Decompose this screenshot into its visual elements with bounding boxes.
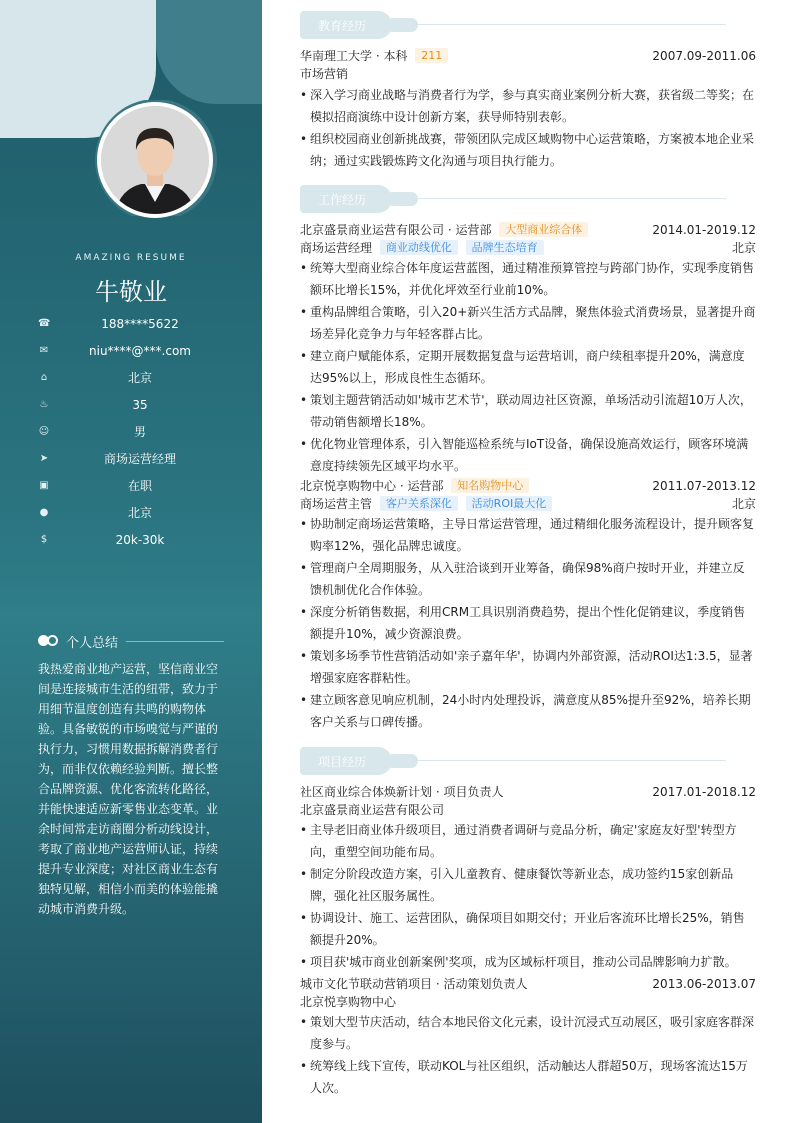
project-header	[300, 783, 756, 801]
home-value: 北京	[127, 371, 152, 385]
info-row-status	[0, 476, 262, 503]
work-role-row	[300, 495, 756, 513]
work-header	[300, 477, 756, 495]
list-item: • 项目获'城市商业创新案例'奖项，成为区域标杆项目，推动公司品牌影响力扩散。	[300, 951, 756, 973]
work-entry	[300, 221, 756, 477]
decor-shape	[156, 0, 262, 104]
list-item: • 策划主题营销活动如'城市艺术节'，联动周边社区资源，单场活动引流超10万人次，带动销售额增长18%。	[300, 389, 756, 433]
project-org: 北京悦享购物中心	[300, 995, 397, 1009]
project-org-row	[300, 993, 756, 1011]
candidate-name: 牛敬业	[95, 278, 167, 306]
project-org-row	[300, 801, 756, 819]
divider	[416, 24, 726, 25]
work-date: 2011.07-2013.12	[652, 479, 756, 493]
school-name: 华南理工大学 · 本科	[300, 49, 408, 63]
education-date: 2007.09-2011.06	[652, 49, 756, 63]
location-value: 北京	[127, 506, 152, 520]
summary-title: 个人总结	[66, 636, 119, 651]
work-bullets	[300, 513, 756, 733]
info-row-position	[0, 449, 262, 476]
work-header	[300, 221, 756, 239]
education-entry	[300, 47, 756, 172]
age-value: 35	[132, 398, 148, 412]
project-entry	[300, 783, 756, 973]
summary-text: 我热爱商业地产运营，坚信商业空间是连接城市生活的纽带，致力于用细节温度创造有共鸣的购物体验。具备敏锐的市场嗅觉与严谨的执行力，习惯用数据拆解消费者行为，而非仅依赖经验判断。擅长整合品牌资源、优化客流转化路径，并能快速适应新零售业态变革。业余时间常走访商圈分析动线设计，考取了商业地产运营师认证，持续提升专业深度；对社区商业生态有独特见解，相信小而美的体验能撬动城市消费升级。	[38, 662, 219, 916]
work-date: 2014.01-2019.12	[652, 223, 756, 237]
info-row-age	[0, 395, 262, 422]
gender-icon: ☺	[38, 426, 50, 437]
info-row-location	[0, 503, 262, 530]
divider	[126, 641, 224, 642]
section-title: 工作经历	[318, 193, 367, 207]
skill-tag: 商业动线优化	[380, 240, 458, 255]
list-item: • 深度分析销售数据，利用CRM工具识别消费趋势，提出个性化促销建议，季度销售额提升10%，减少资源浪费。	[300, 601, 756, 645]
work-bullets	[300, 257, 756, 477]
sidebar	[0, 0, 262, 1123]
skill-tag: 客户关系深化	[380, 496, 458, 511]
cake-icon: ♨	[39, 399, 49, 410]
school-tag: 211	[415, 48, 448, 63]
section-header-projects	[300, 747, 756, 775]
education-major-row	[300, 65, 756, 83]
info-row-phone	[0, 314, 262, 341]
status-value: 在职	[127, 479, 152, 493]
section-title: 项目经历	[318, 755, 367, 769]
project-date: 2013.06-2013.07	[652, 977, 756, 991]
job-role: 商场运营经理	[300, 241, 373, 255]
project-name: 社区商业综合体焕新计划 · 项目负责人	[300, 785, 504, 799]
education-bullets	[300, 84, 756, 172]
home-icon: ⌂	[40, 372, 48, 383]
list-item: • 管理商户全周期服务，从入驻洽谈到开业筹备，确保98%商户按时开业，并建立反馈机制优化合作体验。	[300, 557, 756, 601]
divider	[416, 198, 726, 199]
project-org: 北京盛景商业运营有限公司	[300, 803, 445, 817]
skill-tag: 活动ROI最大化	[466, 496, 553, 511]
list-item: • 深入学习商业战略与消费者行为学，参与真实商业案例分析大赛，获省级二等奖；在模拟招商演练中设计创新方案，获导师特别表彰。	[300, 84, 756, 128]
summary-header	[38, 630, 224, 650]
major: 市场营销	[300, 67, 349, 81]
job-city: 北京	[731, 241, 756, 255]
skill-tag: 品牌生态培育	[466, 240, 544, 255]
phone-value: 188****5622	[101, 317, 179, 331]
list-item: • 策划多场季节性营销活动如'亲子嘉年华'，协调内外部资源，活动ROI达1:3.5，显著增强家庭客群粘性。	[300, 645, 756, 689]
briefcase-icon: ▣	[39, 480, 49, 491]
avatar	[97, 102, 213, 218]
list-item: • 制定分阶段改造方案，引入儿童教育、健康餐饮等新业态，成功签约15家创新品牌，强化社区服务属性。	[300, 863, 756, 907]
company-name: 北京盛景商业运营有限公司 · 运营部	[300, 223, 492, 237]
salary-icon: $	[40, 534, 48, 545]
list-item: • 统筹大型商业综合体年度运营蓝图，通过精准预算管控与跨部门协作，实现季度销售额环比增长15%，并优化坪效至行业前10%。	[300, 257, 756, 301]
list-item: • 协助制定商场运营策略，主导日常运营管理，通过精细化服务流程设计，提升顾客复购率12%，强化品牌忠诚度。	[300, 513, 756, 557]
list-item: • 组织校园商业创新挑战赛，带领团队完成区域购物中心运营策略，方案被本地企业采纳；通过实践锻炼跨文化沟通与项目执行能力。	[300, 128, 756, 172]
info-row-email	[0, 341, 262, 368]
location-icon: ●	[39, 507, 49, 518]
list-item: • 建立商户赋能体系，定期开展数据复盘与运营培训，商户续租率提升20%，满意度达95%以上，形成良性生态循环。	[300, 345, 756, 389]
bullet-ring-icon	[47, 635, 58, 646]
work-role-row	[300, 239, 756, 257]
info-row-salary	[0, 530, 262, 557]
project-bullets	[300, 819, 756, 973]
list-item: • 重构品牌组合策略，引入20+新兴生活方式品牌，聚焦体验式消费场景，显著提升商场差异化竞争力与年轻客群占比。	[300, 301, 756, 345]
divider	[416, 760, 726, 761]
job-role: 商场运营主管	[300, 497, 373, 511]
company-name: 北京悦享购物中心 · 运营部	[300, 479, 444, 493]
list-item: • 建立顾客意见响应机制，24小时内处理投诉，满意度从85%提升至92%，培养长期客户关系与口碑传播。	[300, 689, 756, 733]
project-header	[300, 975, 756, 993]
send-icon: ➤	[39, 453, 49, 464]
work-entry	[300, 477, 756, 733]
list-item: • 统筹线上线下宣传，联动KOL与社区组织，活动触达人群超50万，现场客流达15万人次。	[300, 1055, 756, 1099]
info-row-home	[0, 368, 262, 395]
mail-icon: ✉	[39, 345, 49, 356]
gender-value: 男	[133, 425, 146, 439]
education-header	[300, 47, 756, 65]
email-value: niu****@***.com	[89, 344, 191, 358]
list-item: • 策划大型节庆活动，结合本地民俗文化元素，设计沉浸式互动展区，吸引家庭客群深度参与。	[300, 1011, 756, 1055]
contact-info	[0, 314, 262, 557]
section-title: 教育经历	[318, 19, 367, 33]
company-tag: 知名购物中心	[451, 478, 529, 493]
list-item: • 协调设计、施工、运营团队，确保项目如期交付；开业后客流环比增长25%，销售额提升20%。	[300, 907, 756, 951]
project-entry	[300, 975, 756, 1099]
phone-icon: ☎	[38, 318, 51, 329]
project-bullets	[300, 1011, 756, 1099]
section-header-education	[300, 11, 756, 39]
project-date: 2017.01-2018.12	[652, 785, 756, 799]
section-header-work	[300, 185, 756, 213]
list-item: • 主导老旧商业体升级项目，通过消费者调研与竞品分析，确定'家庭友好型'转型方向，重塑空间功能布局。	[300, 819, 756, 863]
list-item: • 优化物业管理体系，引入智能巡检系统与IoT设备，确保设施高效运行，顾客环境满意度持续领先区域平均水平。	[300, 433, 756, 477]
resume-tagline: AMAZING RESUME	[75, 253, 187, 263]
position-value: 商场运营经理	[103, 452, 176, 466]
job-city: 北京	[731, 497, 756, 511]
salary-value: 20k-30k	[115, 533, 165, 547]
info-row-gender	[0, 422, 262, 449]
project-name: 城市文化节联动营销项目 · 活动策划负责人	[300, 977, 528, 991]
company-tag: 大型商业综合体	[499, 222, 588, 237]
